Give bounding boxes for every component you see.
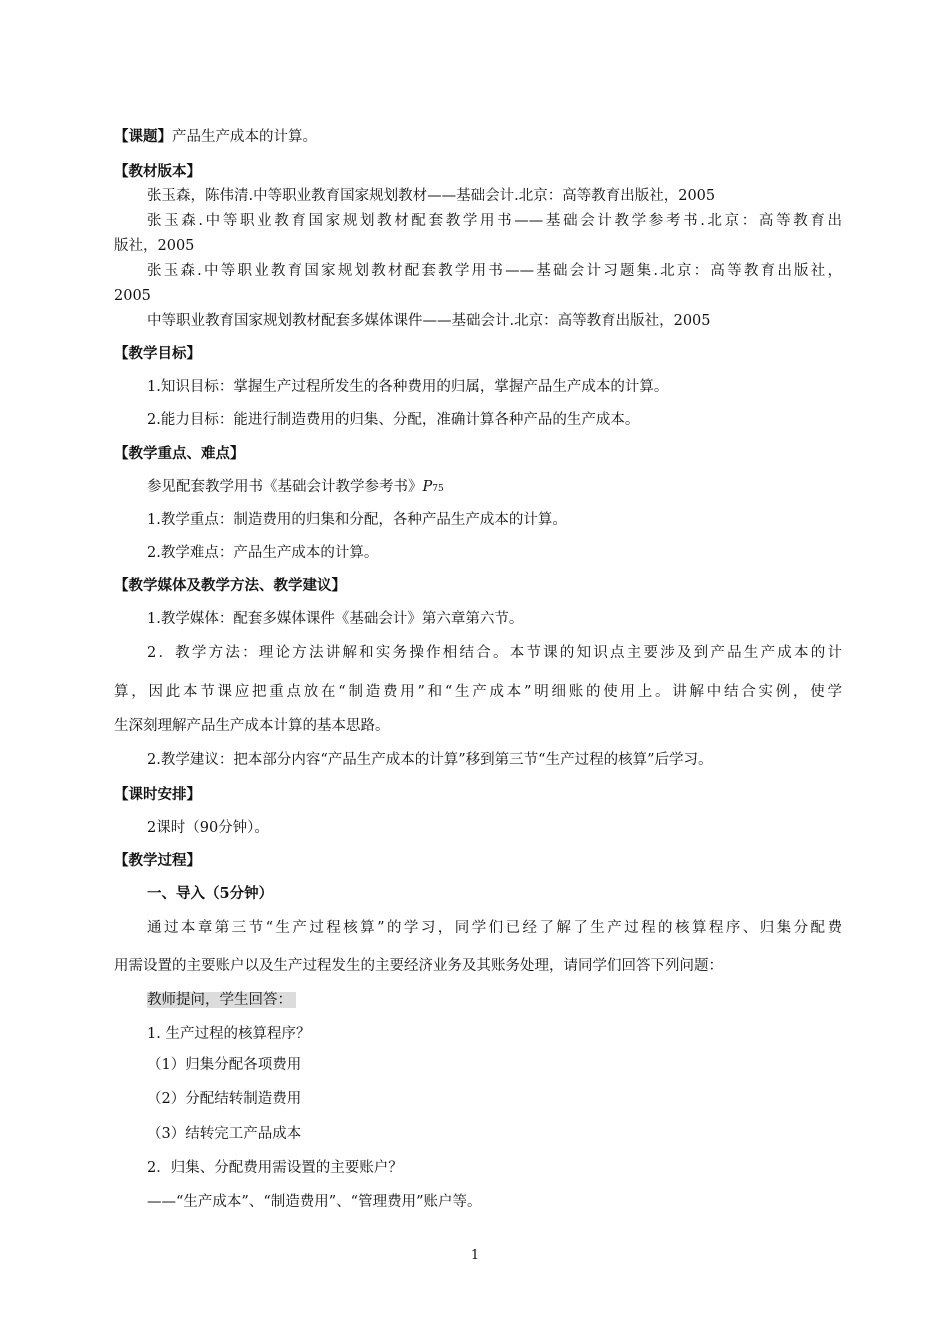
- qa-line: （1）归集分配各项费用: [147, 1057, 302, 1073]
- media-line: 1.教学媒体：配套多媒体课件《基础会计》第六章第六节。: [147, 611, 524, 627]
- goals-heading: 【教学目标】: [114, 345, 201, 362]
- key-reference: [147, 477, 842, 499]
- topic-line: [114, 127, 842, 147]
- topic-label: 【课题】: [114, 128, 172, 145]
- page-number: 1: [470, 1248, 480, 1263]
- goal-item: 1.知识目标：掌握生产过程所发生的各种费用的归属，掌握产品生产成本的计算。: [147, 379, 669, 395]
- qa-line: 1. 生产过程的核算程序？: [147, 1026, 311, 1042]
- key-point: 2.教学难点：产品生产成本的计算。: [147, 545, 379, 561]
- qa-line: ——“生产成本”、“制造费用”、“管理费用”账户等。: [147, 1194, 482, 1210]
- textbook-line: 张玉森.中等职业教育国家规划教材配套教学用书——基础会计习题集.北京：高等教育出版社，: [147, 263, 842, 279]
- intro-line: 用需设置的主要账户以及生产过程发生的主要经济业务及其账务处理，请同学们回答下列问题：: [114, 958, 723, 974]
- key-reference-page: P75: [422, 479, 444, 495]
- hours-heading: 【课时安排】: [114, 786, 201, 803]
- media-heading: 【教学媒体及教学方法、教学建议】: [114, 577, 346, 594]
- qa-prompt: [147, 990, 842, 1010]
- textbook-line: 2005: [114, 288, 151, 304]
- qa-prompt-highlight: 教师提问，学生回答：: [147, 992, 296, 1008]
- process-heading: 【教学过程】: [114, 852, 201, 869]
- key-reference-text: 参见配套教学用书《基础会计教学参考书》: [147, 479, 423, 495]
- textbook-line: 中等职业教育国家规划教材配套多媒体课件——基础会计.北京：高等教育出版社，2005: [147, 313, 711, 329]
- hours-text: 2课时（90分钟）。: [147, 820, 269, 836]
- media-line: 2．教学方法：理论方法讲解和实务操作相结合。本节课的知识点主要涉及到产品生产成本的计: [147, 645, 842, 661]
- key-heading: 【教学重点、难点】: [114, 445, 245, 462]
- textbook-line: 张玉森，陈伟清.中等职业教育国家规划教材——基础会计.北京：高等教育出版社，2005: [147, 188, 716, 204]
- qa-line: （2）分配结转制造费用: [147, 1091, 302, 1107]
- textbook-line: 张玉森.中等职业教育国家规划教材配套教学用书——基础会计教学参考书.北京：高等教育出: [147, 213, 842, 229]
- intro-heading: 一、导入（5分钟）: [147, 885, 274, 902]
- goal-item: 2.能力目标：能进行制造费用的归集、分配，准确计算各种产品的生产成本。: [147, 412, 640, 428]
- textbook-line: 版社，2005: [114, 238, 195, 254]
- textbook-heading: 【教材版本】: [114, 163, 201, 180]
- topic-text: 产品生产成本的计算。: [172, 129, 317, 145]
- qa-line: 2．归集、分配费用需设置的主要账户？: [147, 1160, 403, 1176]
- media-line: 生深刻理解产品生产成本计算的基本思路。: [114, 718, 390, 734]
- key-point: 1.教学重点：制造费用的归集和分配，各种产品生产成本的计算。: [147, 512, 567, 528]
- media-line: 2.教学建议：把本部分内容“产品生产成本的计算”移到第三节“生产过程的核算”后学习。: [147, 752, 713, 768]
- media-line: 算，因此本节课应把重点放在“制造费用”和“生产成本”明细账的使用上。讲解中结合实例，使学: [114, 684, 842, 700]
- qa-line: （3）结转完工产品成本: [147, 1126, 302, 1142]
- intro-line: 通过本章第三节“生产过程核算”的学习，同学们已经了解了生产过程的核算程序、归集分配费: [147, 920, 842, 936]
